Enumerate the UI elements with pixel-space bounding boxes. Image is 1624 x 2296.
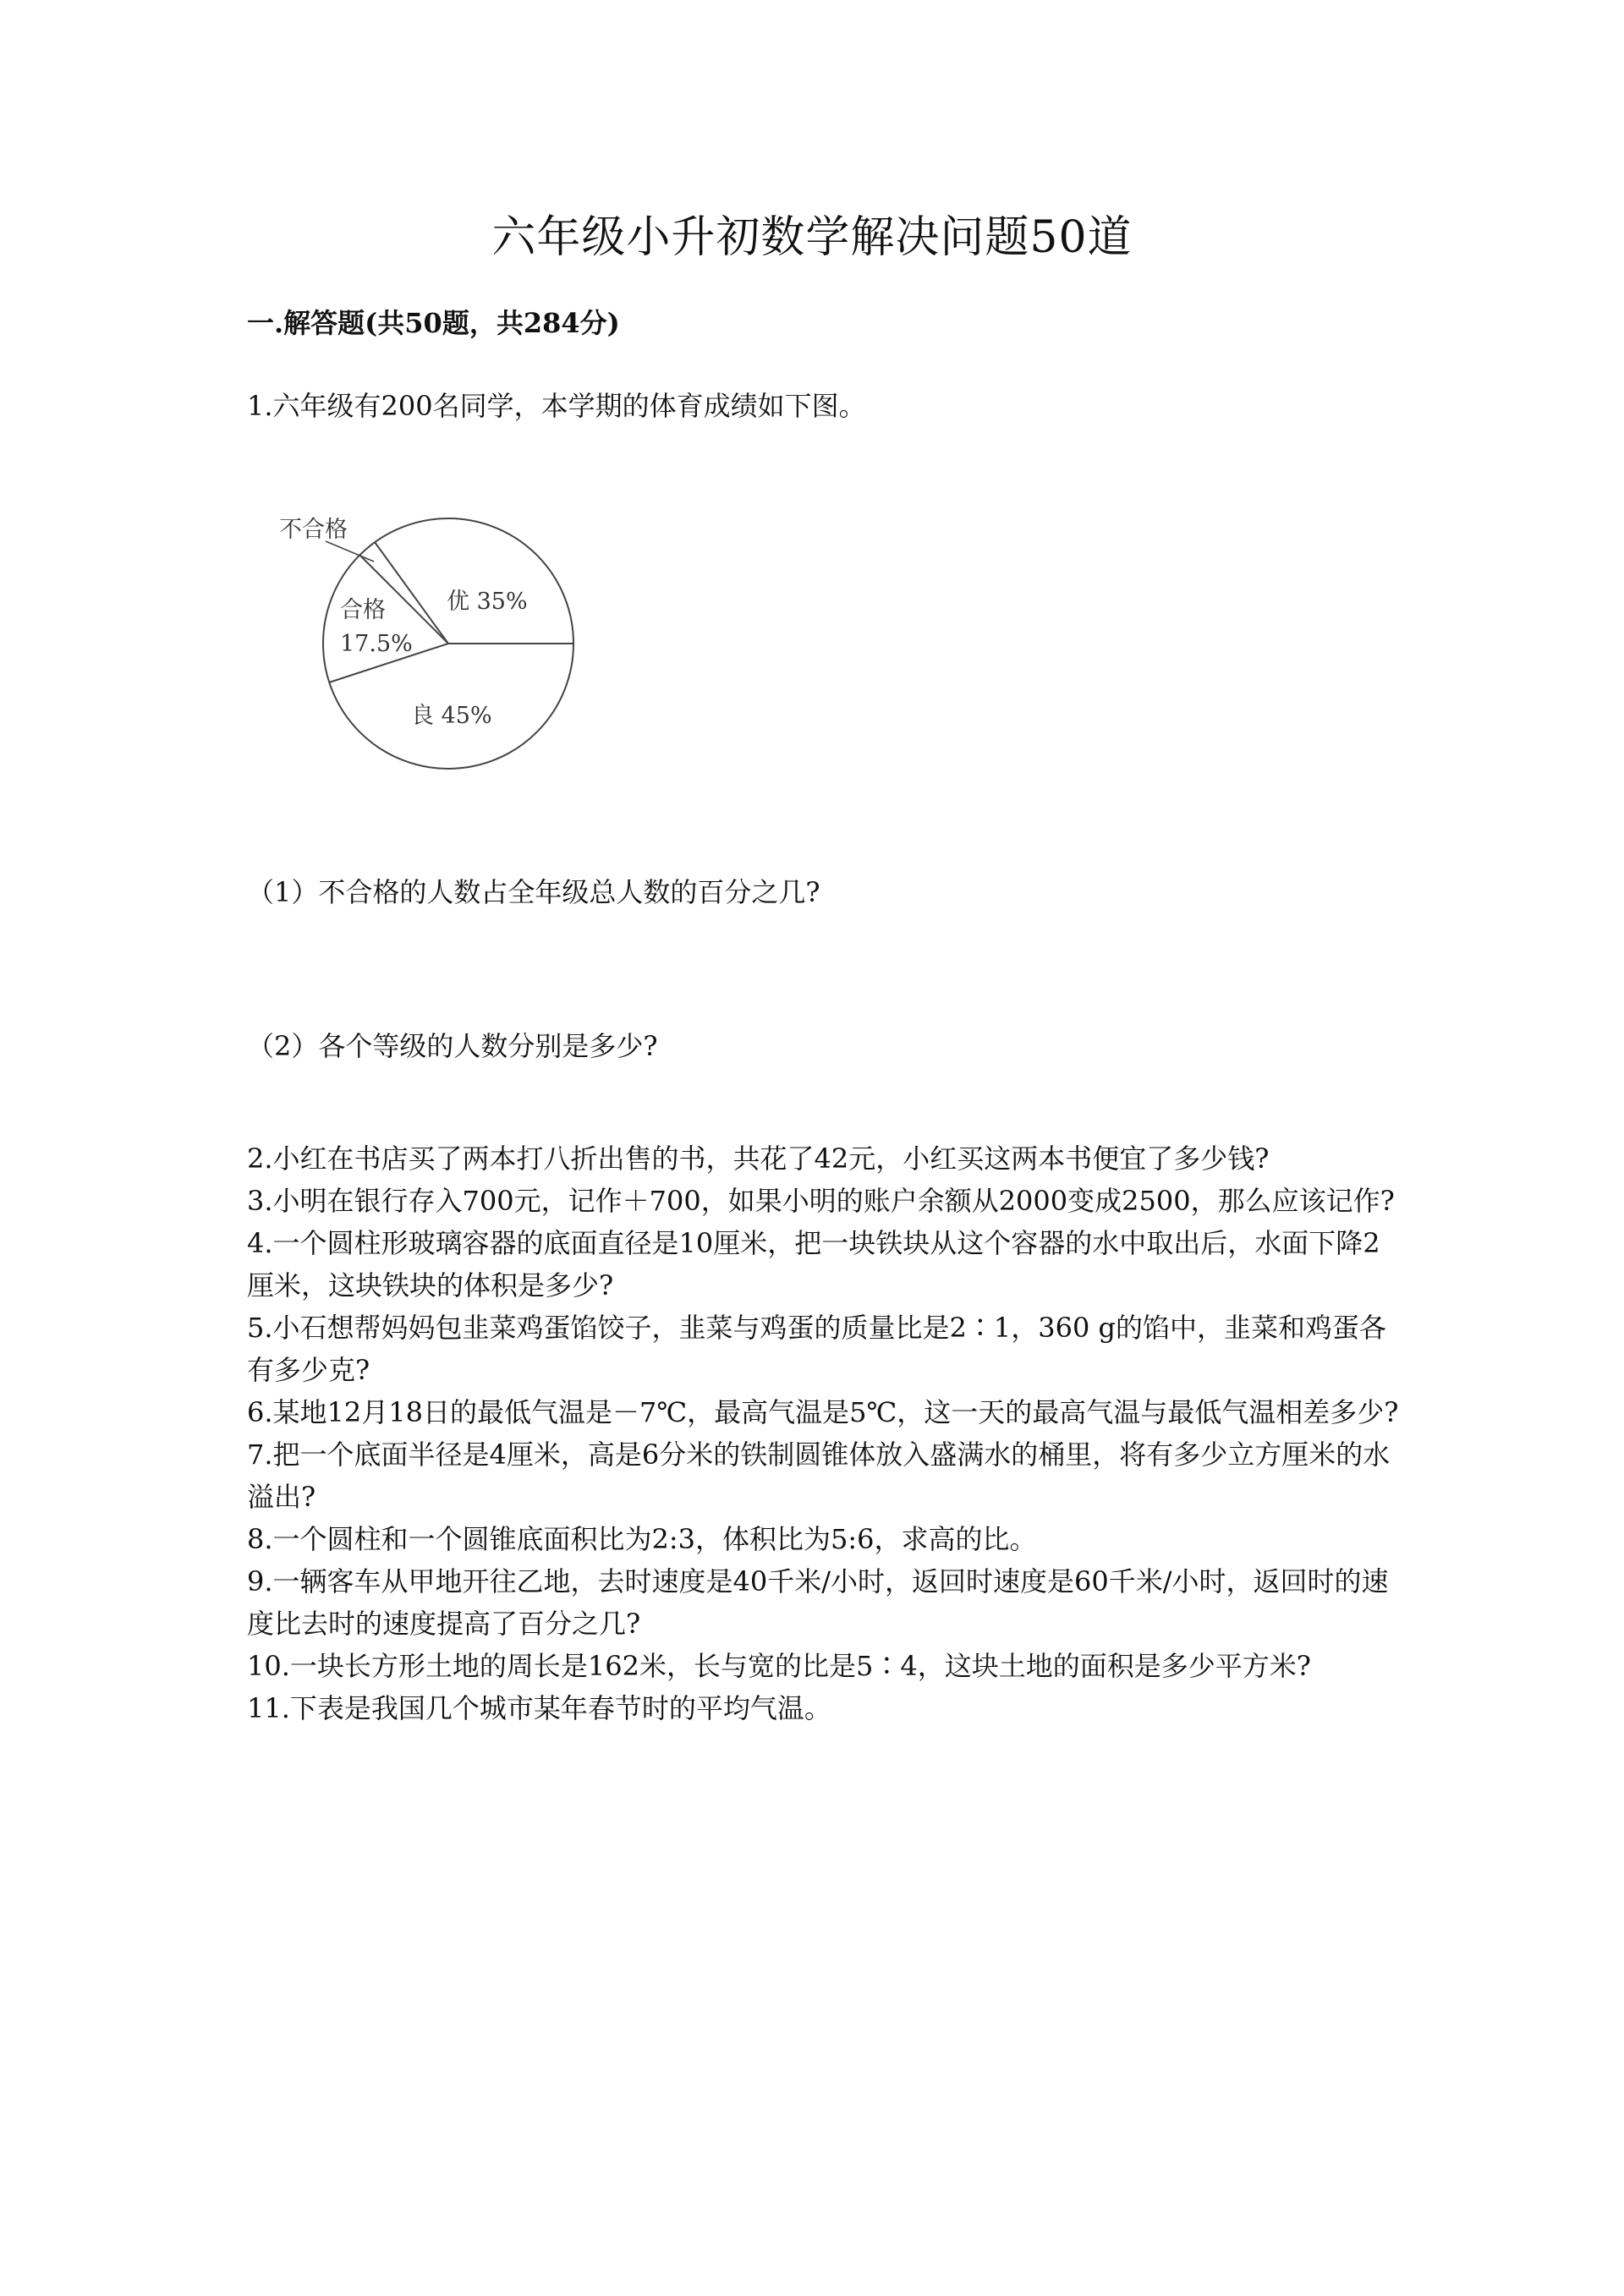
label-pass-name: 合格 [340, 597, 386, 623]
question-4: 4.一个圆柱形玻璃容器的底面直径是10厘米，把一块铁块从这个容器的水中取出后，水面下降2厘米，这块铁块的体积是多少? [247, 1227, 1380, 1301]
page-title: 六年级小升初数学解决问题50道 [491, 212, 1133, 263]
question-3: 3.小明在银行存入700元，记作＋700，如果小明的账户余额从2000变成2500，那么应该记作? [247, 1185, 1395, 1217]
label-excellent: 优 35% [447, 589, 528, 615]
question-10: 10.一块长方形土地的周长是162米，长与宽的比是5∶4，这块土地的面积是多少平方米? [247, 1650, 1311, 1682]
question-7: 7.把一个底面半径是4厘米，高是6分米的铁制圆锥体放入盛满水的桶里，将有多少立方厘米的水溢出? [247, 1438, 1391, 1513]
label-good: 良 45% [411, 703, 492, 729]
question-1-sub-2: （2）各个等级的人数分别是多少? [247, 1030, 658, 1062]
question-list [247, 1137, 1406, 1729]
pie-chart [245, 482, 617, 820]
question-1-sub-1: （1）不合格的人数占全年级总人数的百分之几? [247, 876, 820, 908]
label-pass-pct: 17.5% [340, 631, 413, 657]
pie-chart-graphic [245, 482, 617, 820]
question-1-stem: 1.六年级有200名同学，本学期的体育成绩如下图。 [247, 390, 866, 422]
question-5: 5.小石想帮妈妈包韭菜鸡蛋馅饺子，韭菜与鸡蛋的质量比是2∶1，360 g的馅中，韭菜和鸡蛋各有多少克? [247, 1312, 1386, 1386]
question-9: 9.一辆客车从甲地开往乙地，去时速度是40千米/小时，返回时速度是60千米/小时，返回时的速度比去时的速度提高了百分之几? [247, 1565, 1389, 1640]
label-fail: 不合格 [279, 517, 348, 543]
question-2: 2.小红在书店买了两本打八折出售的书，共花了42元，小红买这两本书便宜了多少钱? [247, 1143, 1270, 1175]
question-6: 6.某地12月18日的最低气温是－7℃，最高气温是5℃，这一天的最高气温与最低气温相差多少? [247, 1396, 1399, 1428]
question-8: 8.一个圆柱和一个圆锥底面积比为2:3，体积比为5:6，求高的比。 [247, 1523, 1037, 1555]
question-11: 11.下表是我国几个城市某年春节时的平均气温。 [247, 1692, 831, 1724]
section-heading: 一.解答题(共50题，共284分) [247, 307, 620, 339]
